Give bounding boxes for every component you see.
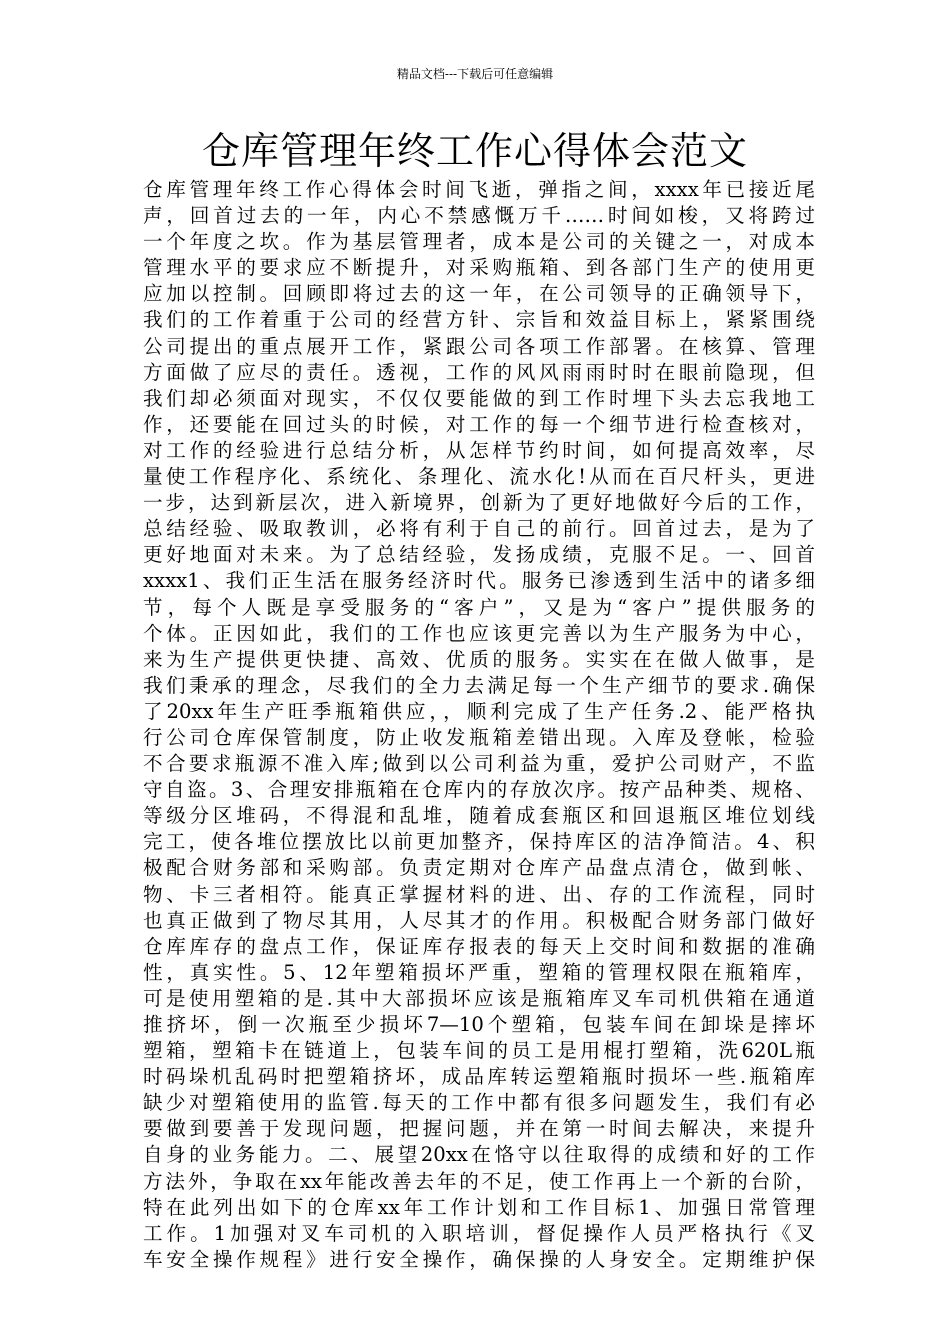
body-line: 方面做了应尽的责任。透视，工作的风风雨雨时时在眼前隐现，但 [143,360,815,384]
body-line: xxxx1、我们正生活在服务经济时代。服务已渗透到生活中的诸多细 [143,569,815,593]
body-line: 量使工作程序化、系统化、条理化、流水化!从而在百尺杆头，更进 [143,465,815,489]
body-text [143,177,815,1273]
body-line: 不合要求瓶源不准入库;做到以公司利益为重，爱护公司财产，不监 [143,752,815,776]
body-line: 我们秉承的理念，尽我们的全力去满足每一个生产细节的要求.确保 [143,673,815,697]
body-line: 我们的工作着重于公司的经营方针、宗旨和效益目标上，紧紧围绕 [143,308,815,332]
header-note: 精品文档---下载后可任意编辑 [396,67,554,81]
body-line: 总结经验、吸取教训，必将有利于自己的前行。回首过去，是为了 [143,517,815,541]
body-line: 性，真实性。5、12年塑箱损坏严重，塑箱的管理权限在瓶箱库， [143,960,815,984]
body-line: 了20xx年生产旺季瓶箱供应，，顺利完成了生产任务.2、能严格执 [143,699,815,723]
body-line: 行公司仓库保管制度，防止收发瓶箱差错出现。入库及登帐，检验 [143,725,815,749]
body-line: 自身的业务能力。二、展望20xx在恪守以往取得的成绩和好的工作 [143,1143,815,1167]
body-line: 也真正做到了物尽其用，人尽其才的作用。积极配合财务部门做好 [143,908,815,932]
body-line: 车安全操作规程》进行安全操作，确保操的人身安全。定期维护保 [143,1247,815,1271]
body-line: 声，回首过去的一年，内心不禁感慨万千……时间如梭，又将跨过 [143,204,815,228]
body-line: 作，还要能在回过头的时候，对工作的每一个细节进行检查核对， [143,412,815,436]
body-line: 塑箱，塑箱卡在链道上，包装车间的员工是用棍打塑箱，洗620L瓶 [143,1039,815,1063]
body-line: 仓库管理年终工作心得体会时间飞逝，弹指之间，xxxx年已接近尾 [143,178,815,201]
body-line: 我们却必须面对现实，不仅仅要能做的到工作时埋下头去忘我地工 [143,386,815,410]
body-line: 一步，达到新层次，进入新境界，创新为了更好地做好今后的工作， [143,491,815,515]
body-line: 仓库库存的盘点工作，保证库存报表的每天上交时间和数据的准确 [143,934,815,958]
document-title: 仓库管理年终工作心得体会范文 [201,129,748,173]
body-line: 等级分区堆码，不得混和乱堆，随着成套瓶区和回退瓶区堆位划线 [143,804,815,828]
body-line: 一个年度之坎。作为基层管理者，成本是公司的关键之一，对成本 [143,230,815,254]
body-line: 公司提出的重点展开工作，紧跟公司各项工作部署。在核算、管理 [143,334,815,358]
body-line: 守自盗。3、合理安排瓶箱在仓库内的存放次序。按产品种类、规格、 [143,778,815,802]
body-line: 完工，使各堆位摆放比以前更加整齐，保持库区的洁净简洁。4、积 [143,830,815,854]
body-line: 管理水平的要求应不断提升，对采购瓶箱、到各部门生产的使用更 [143,256,815,280]
body-line: 极配合财务部和采购部。负责定期对仓库产品盘点清仓，做到帐、 [143,856,815,880]
body-line: 工作。1加强对叉车司机的入职培训，督促操作人员严格执行《叉 [143,1221,815,1245]
body-line: 更好地面对未来。为了总结经验，发扬成绩，克服不足。一、回首 [143,543,815,567]
body-line: 推挤坏，倒一次瓶至少损坏7—10个塑箱，包装车间在卸垛是摔坏 [143,1013,815,1036]
body-line: 应加以控制。回顾即将过去的这一年，在公司领导的正确领导下， [143,282,815,306]
body-line: 对工作的经验进行总结分析，从怎样节约时间，如何提高效率，尽 [143,438,815,462]
body-line: 特在此列出如下的仓库xx年工作计划和工作目标1、加强日常管理 [143,1195,815,1219]
body-line: 要做到要善于发现问题，把握问题，并在第一时间去解决，来提升 [143,1117,815,1141]
body-line: 个体。正因如此，我们的工作也应该更完善以为生产服务为中心， [143,621,815,645]
body-line: 来为生产提供更快捷、高效、优质的服务。实实在在做人做事，是 [143,647,815,671]
body-line: 缺少对塑箱使用的监管.每天的工作中都有很多问题发生，我们有必 [143,1091,815,1115]
body-line: 时码垛机乱码时把塑箱挤坏，成品库转运塑箱瓶时损坏一些.瓶箱库 [143,1065,815,1089]
body-line: 可是使用塑箱的是.其中大部损坏应该是瓶箱库叉车司机供箱在通道 [143,986,815,1010]
body-line: 节，每个人既是享受服务的“客户”，又是为“客户”提供服务的 [143,595,815,619]
body-line: 方法外，争取在xx年能改善去年的不足，使工作再上一个新的台阶， [143,1169,815,1193]
body-line: 物、卡三者相符。能真正掌握材料的进、出、存的工作流程，同时 [143,882,815,906]
